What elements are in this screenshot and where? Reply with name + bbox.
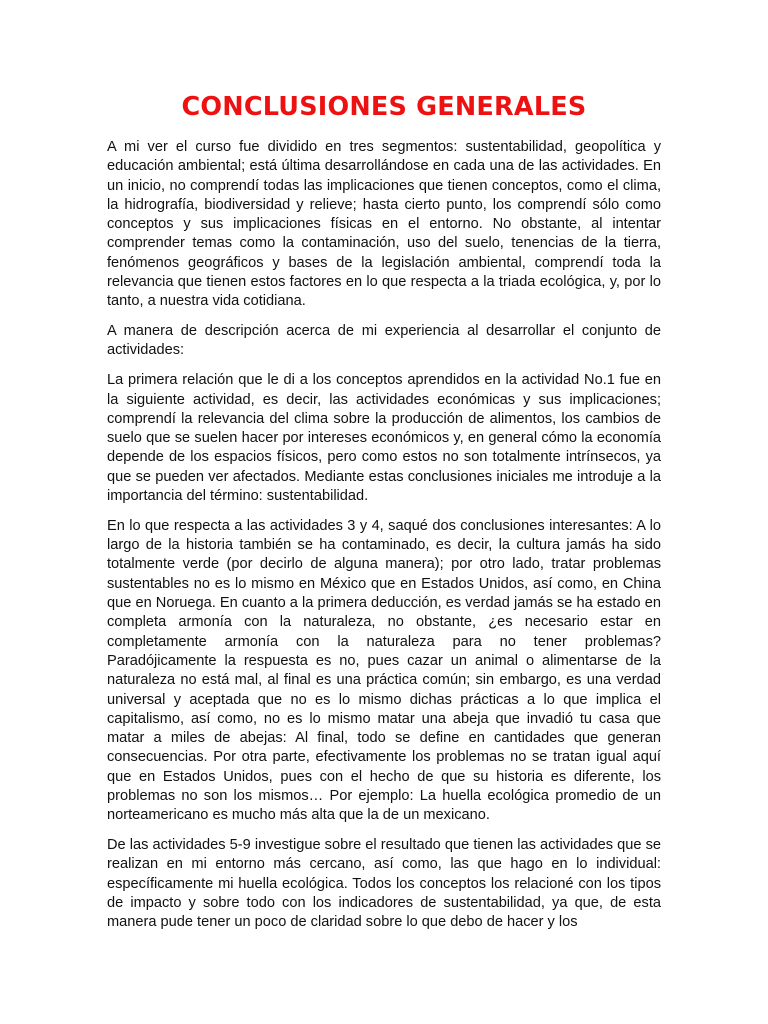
paragraph-2: A manera de descripción acerca de mi experiencia al desarrollar el conjunto de actividades: <box>107 323 661 359</box>
document-title: CONCLUSIONES GENERALES <box>181 92 587 122</box>
document-page <box>107 88 661 943</box>
paragraph-1: A mi ver el curso fue dividido en tres segmentos: sustentabilidad, geopolítica y educación ambiental; está última desarrollándose en cada una de las actividades. En un inicio, no comprendí todas las implicaciones que tienen conceptos, como el clima, la hidrografía, biodiversidad y relieve; hasta cierto punto, los comprendí sólo como conceptos y sus implicaciones físicas en el entorno. No obstante, al intentar comprender temas como la contaminación, uso del suelo, tenencias de la tierra, fenómenos geográficos y bases de la legislación ambiental, comprendí toda la relevancia que tienen estos factores en lo que respecta a la triada ecológica, y, por lo tanto, a nuestra vida cotidiana. <box>107 139 661 310</box>
paragraph-4: En lo que respecta a las actividades 3 y 4, saqué dos conclusiones interesantes: A lo largo de la historia también se ha contaminado, es decir, la cultura jamás ha sido totalmente verde (por decirlo de alguna manera); por otro lado, tratar problemas sustentables no es lo mismo en México que en Estados Unidos, así como, en China que en Noruega. En cuanto a la primera deducción, es verdad jamás se ha estado en completa armonía con la naturaleza, no obstante, ¿es necesario estar en completamente armonía con la naturaleza para no tener problemas? Paradójicamente la respuesta es no, pues cazar un animal o alimentarse de la naturaleza no está mal, al final es una práctica común; sin embargo, es una verdad universal y aceptada que no es lo mismo dichas prácticas a lo que implica el capitalismo, así como, no es lo mismo matar una abeja que invadió tu casa que matar a miles de abejas: Al final, todo se define en cantidades que generan consecuencias. Por otra parte, efectivamente los problemas no se tratan igual aquí que en Estados Unidos, pues con el hecho de que su historia es diferente, los problemas no son los mismos… Por ejemplo: La huella ecológica promedio de un norteamericano es mucho más alta que la de un mexicano. <box>107 517 661 824</box>
paragraph-3: La primera relación que le di a los conceptos aprendidos en la actividad No.1 fue en la siguiente actividad, es decir, las actividades económicas y sus implicaciones; comprendí la relevancia del clima sobre la producción de alimentos, los cambios de suelo que se suelen hacer por intereses económicos y, en general cómo la economía depende de los espacios físicos, pero como estos no son totalmente intrínsecos, ya que se pueden ver afectados. Mediante estas conclusiones iniciales me introduje a la importancia del término: sustentabilidad. <box>107 372 661 505</box>
paragraph-5: De las actividades 5-9 investigue sobre el resultado que tienen las actividades que se realizan en mi entorno más cercano, así como, las que hago en lo individual: específicamente mi huella ecológica. Todos los conceptos los relacioné con los tipos de impacto y sobre todo con los indicadores de sustentabilidad, ya que, de esta manera pude tener un poco de claridad sobre lo que debo de hacer y los <box>107 837 661 931</box>
